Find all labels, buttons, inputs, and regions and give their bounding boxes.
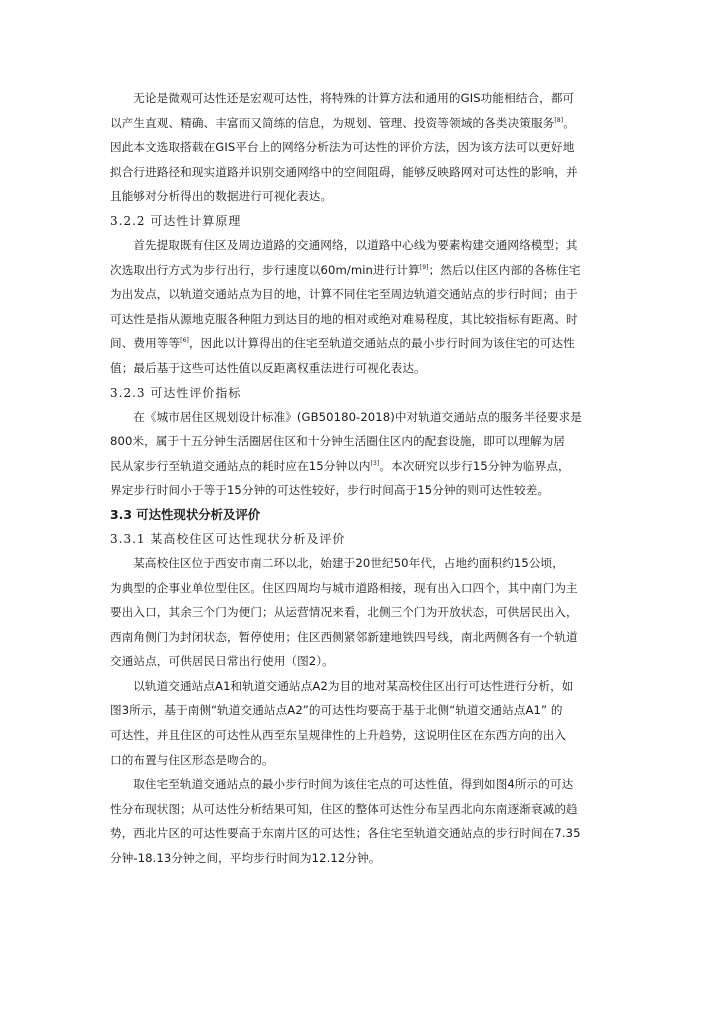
paragraph-3-2-3: [110, 405, 620, 503]
text-line: 口的布置与住区形态是吻合的。: [110, 752, 274, 767]
paragraph-3-3-1-a: [110, 551, 620, 674]
text-line: 界定步行时间小于等于15分钟的可达性较好，步行时间高于15分钟的则可达性较差。: [110, 483, 550, 498]
text-line: 为典型的企事业单位型住区。住区四周均与城市道路相接，现有出入口四个，其中南门为主: [110, 580, 578, 595]
text-line: ；然后以住区内部的各栋住宅: [428, 262, 581, 277]
text-line: 800米，属于十五分钟生活圈居住区和十分钟生活圈住区内的配套设施，即可以理解为居: [110, 434, 566, 449]
text-line: 。本次研究以步行15分钟为临界点，: [379, 458, 570, 473]
citation: [6]: [180, 337, 189, 345]
text-line: 图3所示，基于南侧“轨道交通站点A2”的可达性均要高于基于北侧“轨道交通站点A1” 的: [110, 703, 563, 718]
text-line: 为出发点，以轨道交通站点为目的地，计算不同住宅至周边轨道交通站点的步行时间；由于: [110, 287, 578, 302]
text-line: 民从家步行至轨道交通站点的耗时应在15分钟以内: [110, 458, 371, 473]
text-line: 某高校住区位于西安市南二环以北，始建于20世纪50年代，占地约面积约15公顷，: [133, 555, 564, 570]
text-line: 取住宅至轨道交通站点的最小步行时间为该住宅点的可达性值，得到如图4所示的可达: [133, 777, 574, 792]
text-line: 交通站点，可供居民日常出行使用（图2）。: [110, 654, 334, 669]
text-line: 无论是微观可达性还是宏观可达性，将特殊的计算方法和通用的GIS功能相结合，都可: [133, 91, 575, 105]
text-line: 要出入口，其余三个门为便门；从运营情况来看，北侧三个门为开放状态，可供居民出入，: [110, 605, 578, 620]
text-line: 西南角侧门为封闭状态，暂停使用；住区西侧紧邻新建地铁四号线，南北两侧各有一个轨道: [110, 629, 578, 644]
text-line: 。: [563, 115, 575, 130]
text-line: 可达性是指从源地克服各种阻力到达目的地的相对或绝对难易程度，其比较指标有距离、时: [110, 311, 578, 326]
text-line: 以轨道交通站点A1和轨道交通站点A2为目的地对某高校住区出行可达性进行分析，如: [133, 678, 574, 693]
text-line: 在《城市居住区规划设计标准》(GB50180-2018)中对轨道交通站点的服务半径要求是: [133, 409, 582, 424]
text-line: 值；最后基于这些可达性值以反距离权重法进行可视化表达。: [110, 360, 426, 375]
text-line: 且能够对分析得出的数据进行可视化表达。: [110, 189, 333, 204]
text-line: 首先提取既有住区及周边道路的交通网络，以道路中心线为要素构建交通网络模型；其: [133, 237, 578, 252]
paragraph-3-3-1-b: [110, 674, 620, 772]
intro-paragraph: [110, 86, 620, 209]
text-line: 势，西北片区的可达性要高于东南片区的可达性；各住宅至轨道交通站点的步行时间在7.35: [110, 826, 581, 841]
text-line: 可达性，并且住区的可达性从西至东呈规律性的上升趋势，这说明住区在东西方向的出入: [110, 728, 567, 743]
text-line: 分钟-18.13分钟之间，平均步行时间为12.12分钟。: [110, 851, 381, 866]
text-line: ，因此以计算得出的住宅至轨道交通站点的最小步行时间为该住宅的可达性: [188, 336, 575, 351]
text-line: 以产生直观、精确、丰富而又简练的信息，为规划、管理、投资等领域的各类决策服务: [110, 115, 555, 130]
text-line: 性分布现状图；从可达性分析结果可知，住区的整体可达性分布呈西北向东南逐渐衰减的趋: [110, 801, 578, 816]
text-line: 次选取出行方式为步行出行，步行速度以60m/min进行计算: [110, 262, 420, 277]
citation: [9]: [419, 263, 429, 271]
citation: [8]: [554, 116, 564, 124]
text-line: 因此本文选取搭载在GIS平台上的网络分析法为可达性的评价方法，因为该方法可以更好地: [110, 140, 575, 155]
text-line: 拟合行进路径和现实道路并识别交通网络中的空间阻碍，能够反映路网对可达性的影响，并: [110, 164, 578, 179]
citation: [3]: [370, 459, 380, 467]
paragraph-3-2-2: [110, 233, 620, 381]
paragraph-3-3-1-c: [110, 772, 620, 870]
document-page: [110, 86, 620, 871]
text-line: 间、费用等等: [110, 336, 181, 351]
section-heading-3-2-2: 3.2.2 可达性计算原理: [110, 213, 242, 228]
section-heading-3-3: 3.3 可达性现状分析及评价: [110, 506, 261, 522]
section-heading-3-3-1: 3.3.1 某高校住区可达性现状分析及评价: [110, 531, 346, 546]
section-heading-3-2-3: 3.2.3 可达性评价指标: [110, 385, 242, 400]
